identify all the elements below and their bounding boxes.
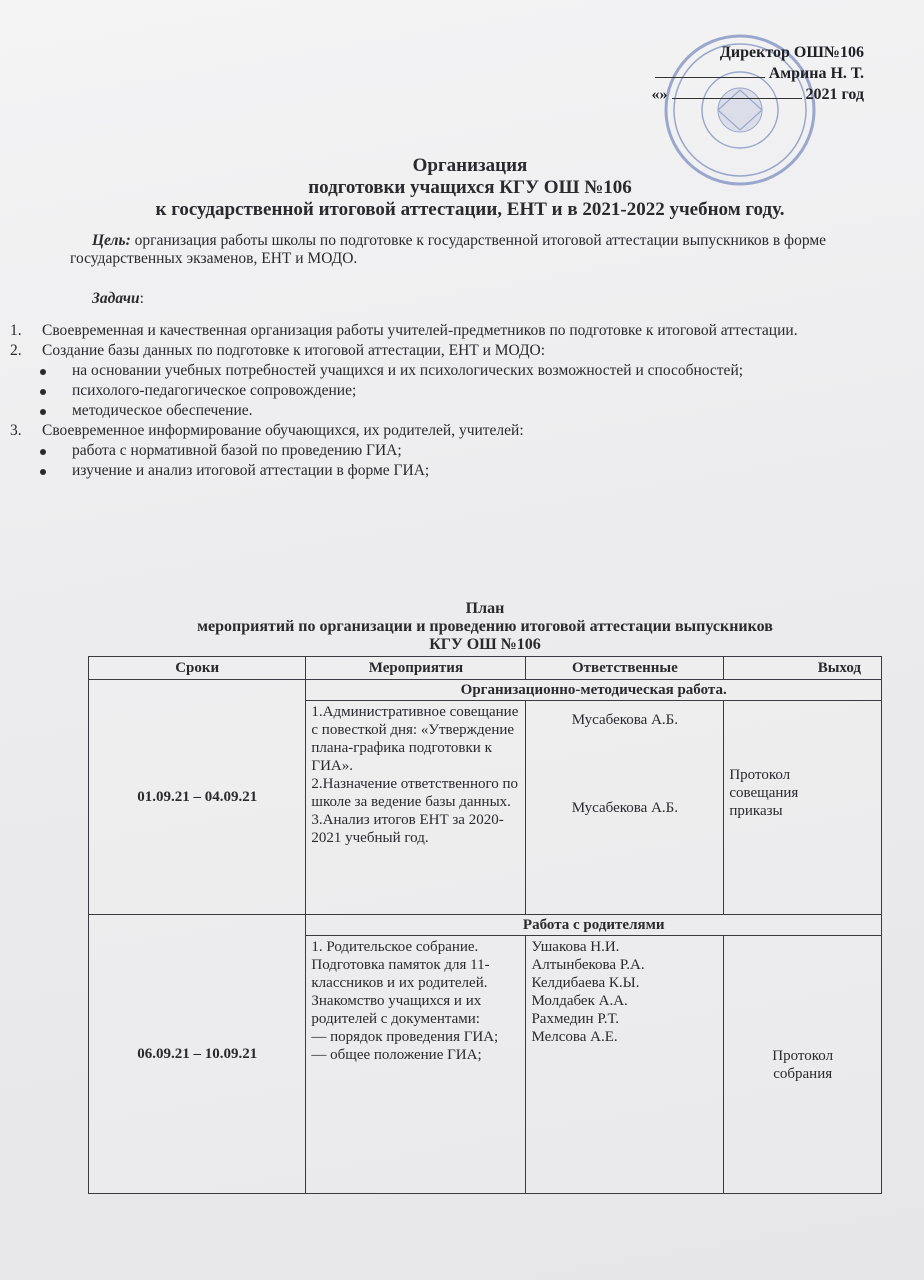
- event-item: 3.Анализ итогов ЕНТ за 2020-2021 учебный год.: [311, 812, 504, 846]
- task-text: Создание базы данных по подготовке к итоговой аттестации, ЕНТ и МОДО:: [42, 342, 546, 359]
- output-lines: [729, 766, 876, 820]
- task-number: 2.: [10, 342, 22, 359]
- task-number: 3.: [10, 422, 22, 439]
- table-row: [89, 915, 882, 936]
- event-item: — порядок проведения ГИА;: [311, 1029, 499, 1045]
- title-line-2: подготовки учащихся КГУ ОШ №106: [308, 177, 632, 198]
- plan-title-line-2: мероприятий по организации и проведению итоговой аттестации выпускников: [197, 618, 773, 635]
- approval-block: [652, 42, 865, 105]
- task-item-2: [10, 342, 820, 360]
- tasks-list: [10, 322, 820, 482]
- signature-blank: [655, 77, 765, 78]
- goal-label: Цель:: [92, 232, 131, 249]
- output-line: совещания: [729, 784, 799, 801]
- block2-responsible: [526, 936, 724, 1194]
- approval-position: Директор ОШ№106: [719, 44, 864, 61]
- date-quote-close: »: [659, 86, 668, 103]
- event-item: 2.Назначение ответственного по школе за ведение базы данных.: [311, 776, 519, 810]
- task-bullet: изучение и анализ итоговой аттестации в форме ГИА;: [10, 462, 820, 480]
- tasks-label: Задачи: [92, 290, 140, 307]
- table-header-row: [89, 657, 882, 680]
- responsible-person: Молдабек А.А.: [531, 993, 628, 1009]
- block2-events: [306, 936, 526, 1194]
- responsible-person: Алтынбекова Р.А.: [531, 957, 645, 973]
- plan-title-line-3: КГУ ОШ №106: [429, 636, 541, 653]
- plan-title-line-1: План: [465, 600, 505, 617]
- goal-text: организация работы школы по подготовке к государственной итоговой аттестации выпускников в форме государственных экзаменов, ЕНТ и МОДО.: [70, 232, 827, 267]
- column-header-responsible: Ответственные: [526, 657, 724, 680]
- block1-dates: 01.09.21 – 04.09.21: [89, 680, 306, 915]
- task-bullet: методическое обеспечение.: [10, 402, 820, 420]
- block1-section: Организационно-методическая работа.: [306, 680, 882, 701]
- date-blank: [672, 98, 802, 99]
- event-item: 1.Административное совещание с повесткой дня: «Утверждение плана-графика подготовки к ГИА».: [311, 704, 519, 774]
- task-text: Своевременная и качественная организация работы учителей-предметников по подготовке к итоговой аттестации.: [42, 322, 798, 339]
- title-line-1: Организация: [412, 155, 528, 176]
- responsible-person: Келдибаева К.Ы.: [531, 975, 640, 991]
- responsible-person: Мусабекова А.Б.: [571, 712, 679, 728]
- title-line-3: к государственной итоговой аттестации, ЕНТ и в 2021-2022 учебном году.: [155, 199, 785, 220]
- task-text: Своевременное информирование обучающихся, их родителей, учителей:: [42, 422, 524, 439]
- approval-name-line: [652, 63, 865, 84]
- goal-paragraph: [70, 232, 850, 268]
- event-item: — общее положение ГИА;: [311, 1047, 482, 1063]
- block2-output: [724, 936, 882, 1194]
- task-item-1: [10, 322, 820, 340]
- column-header-dates: Сроки: [89, 657, 306, 680]
- output-line: собрания: [773, 1065, 833, 1082]
- responsible-person: Мелсова А.Е.: [531, 1029, 618, 1045]
- responsible-person: Мусабекова А.Б.: [571, 800, 679, 816]
- task-number: 1.: [10, 322, 22, 339]
- block1-events: [306, 701, 526, 915]
- document-title: [90, 155, 850, 221]
- output-line: Протокол: [772, 1047, 834, 1064]
- block2-dates: 06.09.21 – 10.09.21: [89, 915, 306, 1194]
- plan-title: [90, 600, 880, 654]
- tasks-label-line: [92, 290, 144, 308]
- output-line: приказы: [729, 802, 783, 819]
- tasks-colon: :: [139, 290, 144, 307]
- responsible-person: Рахмедин Р.Т.: [531, 1011, 619, 1027]
- event-item: Знакомство учащихся и их родителей с документами:: [311, 993, 482, 1027]
- column-header-events: Мероприятия: [306, 657, 526, 680]
- date-quote-open: «: [651, 86, 660, 103]
- block1-output: [724, 701, 882, 915]
- responsible-person: Ушакова Н.И.: [531, 939, 620, 955]
- task-bullet: работа с нормативной базой по проведению ГИА;: [10, 442, 820, 460]
- approval-name: Амрина Н. Т.: [768, 65, 864, 82]
- event-item: 1. Родительское собрание. Подготовка памяток для 11-классников и их родителей.: [311, 939, 490, 991]
- block2-section: Работа с родителями: [306, 915, 882, 936]
- block1-responsible: [526, 701, 724, 915]
- approval-year: 2021 год: [805, 86, 864, 103]
- approval-date-line: [652, 84, 865, 105]
- task-item-3: [10, 422, 820, 440]
- plan-table: [88, 656, 882, 1194]
- task-bullet: психолого-педагогическое сопровождение;: [10, 382, 820, 400]
- task-bullet: на основании учебных потребностей учащихся и их психологических возможностей и способностей;: [10, 362, 820, 380]
- output-line: Протокол: [729, 766, 791, 783]
- column-header-output: Выход: [724, 657, 882, 680]
- table-row: [89, 680, 882, 701]
